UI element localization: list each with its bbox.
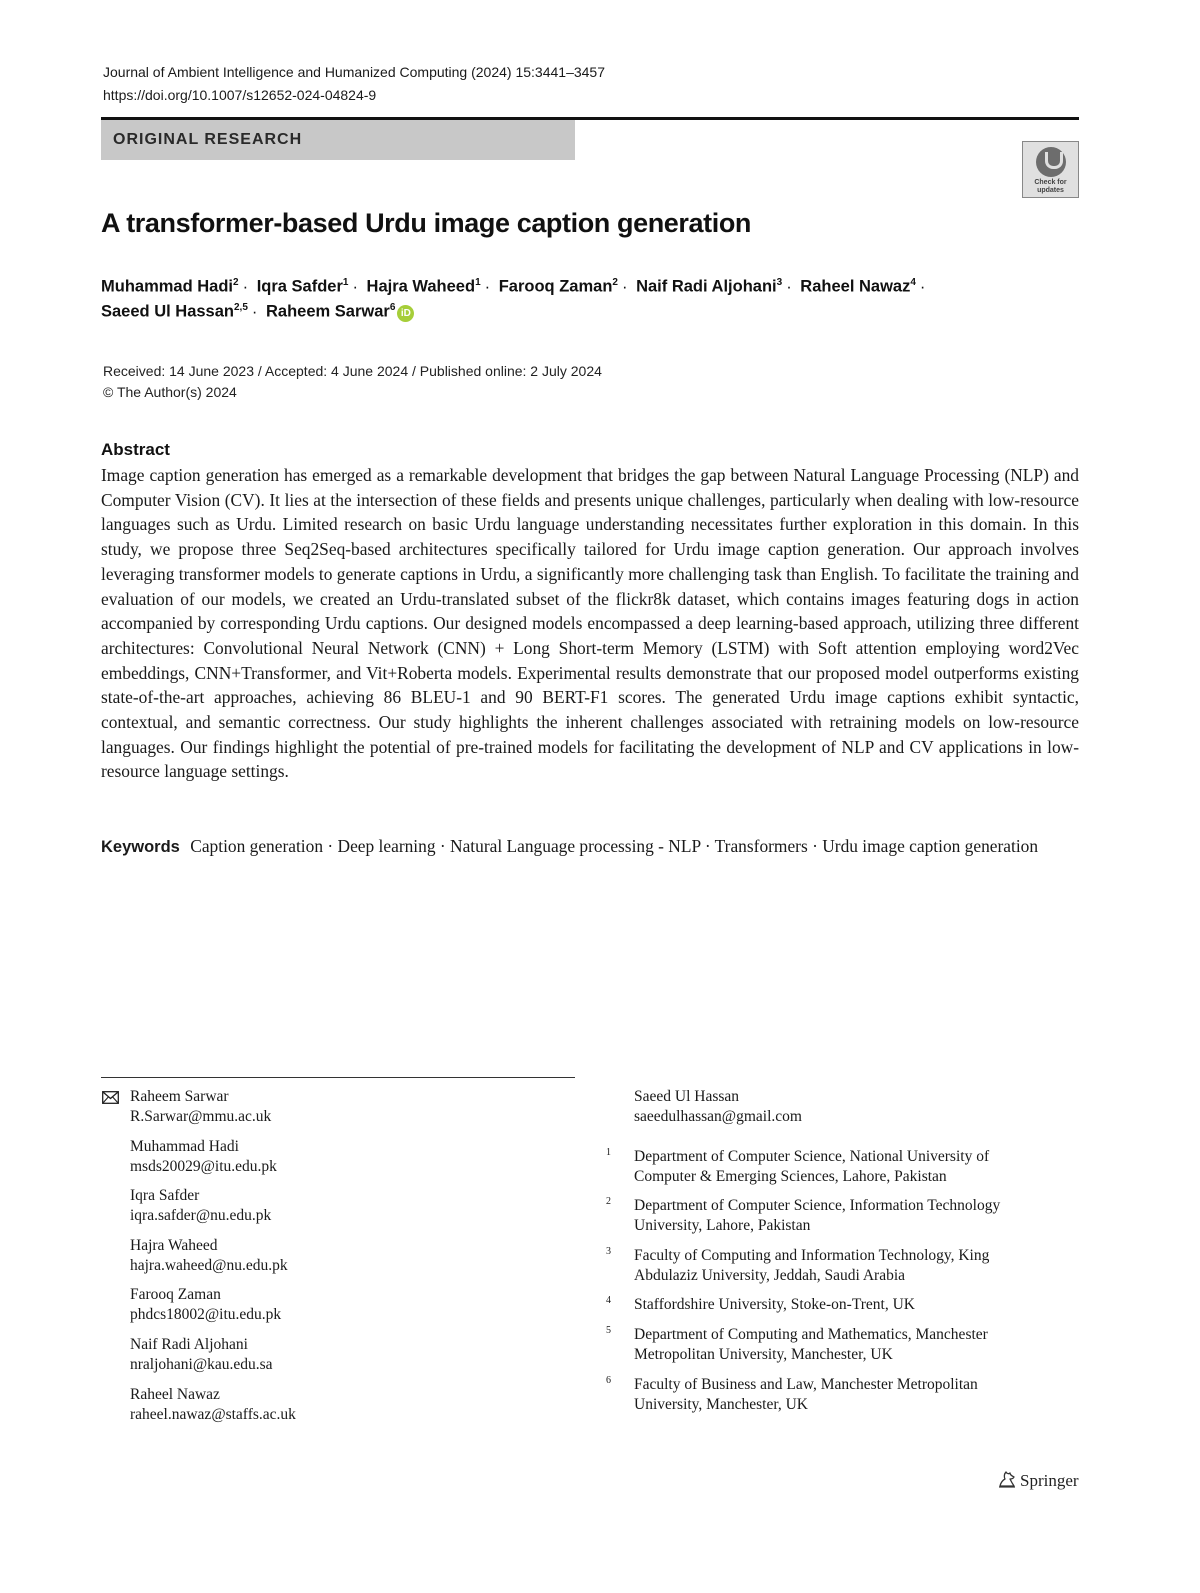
contact-email[interactable]: iqra.safder@nu.edu.pk — [130, 1207, 272, 1224]
publisher-logo — [997, 1469, 1079, 1491]
affiliation — [634, 1147, 1054, 1187]
affiliation — [634, 1375, 1054, 1415]
affiliation-line: University, Manchester, UK — [634, 1396, 808, 1413]
contact-entry — [130, 1285, 281, 1325]
contact-name: Naif Radi Aljohani — [130, 1336, 248, 1353]
affiliation-number: 6 — [606, 1375, 611, 1386]
affiliation-line: Staffordshire University, Stoke-on-Trent, UK — [634, 1296, 915, 1313]
publication-dates: Received: 14 June 2023 / Accepted: 4 June 2024 / Published online: 2 July 2024 — [103, 363, 602, 379]
author-affiliation: 6 — [389, 302, 396, 313]
copyright-notice: © The Author(s) 2024 — [103, 384, 237, 400]
contact-entry — [130, 1335, 273, 1375]
author-name[interactable]: Muhammad Hadi — [101, 277, 234, 296]
affiliation-line: Metropolitan University, Manchester, UK — [634, 1346, 893, 1363]
contact-name: Raheem Sarwar — [130, 1088, 229, 1105]
author-affiliation: 1 — [342, 277, 349, 288]
contact-name: Saeed Ul Hassan — [634, 1088, 740, 1105]
contact-entry — [130, 1186, 271, 1226]
author-name[interactable]: Iqra Safder — [256, 277, 343, 296]
author-name[interactable]: Raheel Nawaz — [800, 277, 911, 296]
contact-name: Hajra Waheed — [130, 1237, 218, 1254]
abstract-heading: Abstract — [101, 440, 170, 459]
check-updates-label: Check for updates — [1034, 179, 1067, 194]
keywords-text: Caption generation · Deep learning · Natural Language processing - NLP · Transformers · Urdu image caption generation — [190, 836, 1039, 856]
contact-name: Farooq Zaman — [130, 1286, 221, 1303]
affiliation — [634, 1295, 1054, 1315]
author-name[interactable]: Naif Radi Aljohani — [636, 277, 777, 296]
contact-email[interactable]: phdcs18002@itu.edu.pk — [130, 1306, 282, 1323]
affiliation — [634, 1325, 1054, 1365]
affiliation-line: Faculty of Business and Law, Manchester Metropolitan — [634, 1376, 978, 1393]
contact-email[interactable]: hajra.waheed@nu.edu.pk — [130, 1257, 288, 1274]
affiliation-line: Department of Computer Science, National University of — [634, 1148, 990, 1165]
affiliation — [634, 1246, 1054, 1286]
journal-citation: Journal of Ambient Intelligence and Humanized Computing (2024) 15:3441–3457 — [103, 64, 606, 80]
article-category: ORIGINAL RESEARCH — [101, 120, 575, 160]
author-name[interactable]: Hajra Waheed — [366, 277, 476, 296]
author-name[interactable]: Saeed Ul Hassan — [101, 302, 234, 321]
doi-link[interactable]: https://doi.org/10.1007/s12652-024-04824-9 — [103, 87, 377, 103]
footnote-rule — [101, 1077, 575, 1078]
affiliation-line: Abdulaziz University, Jeddah, Saudi Arabia — [634, 1267, 906, 1284]
author-affiliation: 2,5 — [233, 302, 248, 313]
author-affiliation: 3 — [776, 277, 783, 288]
affiliation-line: University, Lahore, Pakistan — [634, 1217, 811, 1234]
contact-email[interactable]: R.Sarwar@mmu.ac.uk — [130, 1108, 272, 1125]
contact-entry — [130, 1137, 277, 1177]
affiliation-line: Department of Computer Science, Information Technology — [634, 1197, 1001, 1214]
affiliation-line: Department of Computing and Mathematics, Manchester — [634, 1326, 988, 1343]
affiliation-number: 4 — [606, 1295, 611, 1306]
envelope-icon — [102, 1091, 119, 1104]
author-affiliation: 1 — [475, 277, 481, 288]
affiliation-number: 1 — [606, 1147, 611, 1158]
affiliation-line: Faculty of Computing and Information Technology, King — [634, 1247, 990, 1264]
author-name[interactable]: Farooq Zaman — [498, 277, 613, 296]
affiliation-line: Computer & Emerging Sciences, Lahore, Pakistan — [634, 1168, 947, 1185]
affiliation — [634, 1196, 1054, 1236]
contact-name: Muhammad Hadi — [130, 1138, 239, 1155]
contact-email[interactable]: saeedulhassan@gmail.com — [634, 1108, 802, 1125]
contact-entry — [130, 1385, 296, 1425]
author-list-continued: Saeed Ul Hassan$^{2,5}$ · Raheem Sarwar$^6$ iD — [101, 302, 414, 322]
contact-entry — [130, 1236, 288, 1276]
author-affiliation: 2 — [612, 277, 618, 288]
contact-name: Raheel Nawaz — [130, 1386, 220, 1403]
abstract-text: Image caption generation has emerged as a remarkable development that bridges the gap between Natural Language Processing (NLP) and Computer Vision (CV). It lies at the intersection of these fields and presents unique challenges, particularly when dealing with low-resource languages such as Urdu. Limited research on basic Urdu language understanding necessitates further exploration in this domain. In this study, we propose three Seq2Seq-based architectures specifically tailored for Urdu image caption generation. Our approach involves leveraging transformer models to generate captions in Urdu, a significantly more challenging task than English. To facilitate the training and evaluation of our models, we created an Urdu-translated subset of the flickr8k dataset, which contains images featuring dogs in action accompanied by corresponding Urdu captions. Our designed models encompassed a deep learning-based approach, utilizing three different architectures: Convolutional Neural Network (CNN) + Long Short-term Memory (LSTM) with Soft attention employing word2Vec embeddings, CNN+Transformer, and Vit+Roberta models. Experimental results demonstrate that our proposed model outperforms existing state-of-the-art approaches, achieving 86 BLEU-1 and 90 BERT-F1 scores. The generated Urdu image captions exhibit syntactic, contextual, and semantic correctness. Our study highlights the inherent challenges associated with retraining models on low-resource languages. Our findings highlight the potential of pre-trained models for facilitating the development of NLP and CV applications in low-resource language settings. — [101, 465, 1079, 782]
springer-horse-icon — [997, 1469, 1017, 1489]
author-affiliation: 2 — [233, 277, 239, 288]
corresponding-author — [130, 1087, 271, 1127]
author-affiliation: 4 — [910, 277, 916, 288]
contact-email[interactable]: nraljohani@kau.edu.sa — [130, 1356, 273, 1373]
affiliation-number: 2 — [606, 1196, 611, 1207]
contact-email[interactable]: msds20029@itu.edu.pk — [130, 1158, 277, 1175]
author-name[interactable]: Raheem Sarwar — [265, 302, 390, 321]
publisher-name: Springer — [1020, 1471, 1079, 1490]
keywords-label: Keywords — [101, 838, 180, 856]
affiliation-number: 3 — [606, 1246, 611, 1257]
contact-entry — [634, 1087, 802, 1127]
affiliation-number: 5 — [606, 1325, 611, 1336]
orcid-icon[interactable]: iD — [397, 305, 414, 322]
contact-email[interactable]: raheel.nawaz@staffs.ac.uk — [130, 1406, 296, 1423]
check-for-updates-badge[interactable] — [1022, 141, 1079, 198]
paper-title: A transformer-based Urdu image caption generation — [101, 208, 752, 238]
bookmark-icon — [1036, 147, 1066, 177]
author-list: Muhammad Hadi$^2$ · Iqra Safder$^1$ · Hajra Waheed$^1$ · Farooq Zaman$^2$ · Naif Radi Aljohani$^3$ · Raheel Nawaz$^4$ · — [101, 277, 926, 296]
keywords-section — [101, 834, 1041, 860]
contact-name: Iqra Safder — [130, 1187, 200, 1204]
